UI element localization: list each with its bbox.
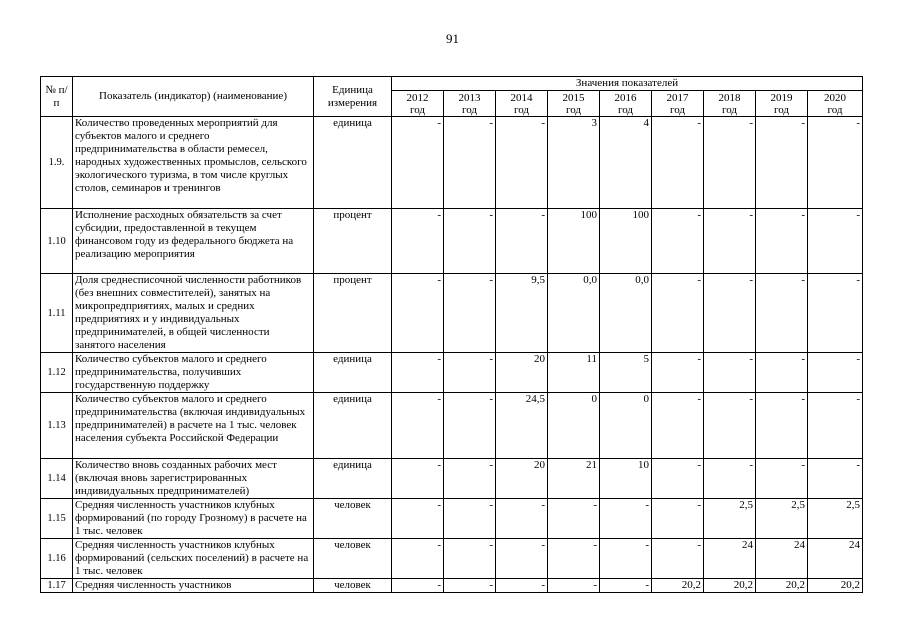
year-suffix: год: [773, 103, 790, 116]
header-year-2017: [652, 91, 704, 117]
row-number: 1.15: [41, 499, 73, 539]
value-cell-2014: -: [496, 117, 548, 209]
value-cell-2016: -: [600, 539, 652, 579]
table-row: [41, 459, 863, 499]
value-cell-2015: 100: [548, 209, 600, 274]
unit-of-measure: человек: [314, 499, 392, 539]
year-label: 2018: [718, 91, 741, 104]
year-label: 2017: [666, 91, 689, 104]
value-cell-2014: -: [496, 499, 548, 539]
unit-of-measure: человек: [314, 579, 392, 593]
value-cell-2015: 11: [548, 353, 600, 393]
value-cell-2013: -: [444, 499, 496, 539]
unit-of-measure: единица: [314, 117, 392, 209]
unit-of-measure: процент: [314, 209, 392, 274]
indicators-table: [40, 76, 863, 593]
year-label: 2013: [458, 91, 481, 104]
header-year-2014: [496, 91, 548, 117]
value-cell-2012: -: [392, 117, 444, 209]
value-cell-2012: -: [392, 353, 444, 393]
value-cell-2017: -: [652, 209, 704, 274]
header-year-2015: [548, 91, 600, 117]
value-cell-2014: 20: [496, 459, 548, 499]
header-year-2018: [704, 91, 756, 117]
value-cell-2015: -: [548, 539, 600, 579]
indicator-name: Исполнение расходных обязательств за счет субсидии, предоставленной в текущем финансовом году из федерального бюджета на реализацию мероприятия: [73, 209, 314, 274]
row-number: 1.17: [41, 579, 73, 593]
indicator-name: Средняя численность участников клубных формирований (сельских поселений) в расчете на 1 тыс. человек: [73, 539, 314, 579]
value-cell-2020: -: [808, 274, 863, 353]
value-cell-2014: 24,5: [496, 393, 548, 459]
unit-of-measure: единица: [314, 459, 392, 499]
value-cell-2014: -: [496, 539, 548, 579]
table-body: [41, 117, 863, 593]
value-cell-2019: -: [756, 459, 808, 499]
value-cell-2017: -: [652, 117, 704, 209]
header-unit: Единица измерения: [314, 77, 392, 117]
value-cell-2018: -: [704, 117, 756, 209]
value-cell-2012: -: [392, 209, 444, 274]
row-number: 1.10: [41, 209, 73, 274]
value-cell-2015: -: [548, 499, 600, 539]
value-cell-2018: 2,5: [704, 499, 756, 539]
header-year-2013: [444, 91, 496, 117]
table-row: [41, 539, 863, 579]
unit-of-measure: единица: [314, 353, 392, 393]
value-cell-2013: -: [444, 539, 496, 579]
table-row: [41, 117, 863, 209]
value-cell-2020: -: [808, 209, 863, 274]
indicator-name: Количество субъектов малого и среднего предпринимательства, получивших государственную поддержку: [73, 353, 314, 393]
value-cell-2016: 5: [600, 353, 652, 393]
year-suffix: год: [461, 103, 478, 116]
value-cell-2015: 0,0: [548, 274, 600, 353]
table-row: [41, 499, 863, 539]
year-suffix: год: [513, 103, 530, 116]
value-cell-2019: 24: [756, 539, 808, 579]
row-number: 1.14: [41, 459, 73, 499]
year-suffix: год: [617, 103, 634, 116]
indicator-name: Средняя численность участников клубных формирований (по городу Грозному) в расчете на 1 тыс. человек: [73, 499, 314, 539]
indicator-name: Количество проведенных мероприятий для субъектов малого и среднего предпринимательства в области ремесел, народных художественных промыслов, сельского экологического туризма, в том числе круглых столов, семинаров и тренингов: [73, 117, 314, 209]
value-cell-2019: -: [756, 274, 808, 353]
value-cell-2016: -: [600, 499, 652, 539]
value-cell-2014: -: [496, 209, 548, 274]
value-cell-2015: -: [548, 579, 600, 593]
row-number: 1.11: [41, 274, 73, 353]
unit-of-measure: процент: [314, 274, 392, 353]
value-cell-2017: -: [652, 274, 704, 353]
value-cell-2019: -: [756, 209, 808, 274]
table-header: [41, 77, 863, 117]
value-cell-2020: 2,5: [808, 499, 863, 539]
row-number: 1.9.: [41, 117, 73, 209]
value-cell-2016: 0,0: [600, 274, 652, 353]
value-cell-2016: 0: [600, 393, 652, 459]
value-cell-2018: -: [704, 393, 756, 459]
value-cell-2012: -: [392, 499, 444, 539]
value-cell-2018: 24: [704, 539, 756, 579]
value-cell-2019: -: [756, 393, 808, 459]
row-number: 1.13: [41, 393, 73, 459]
indicator-name: Количество субъектов малого и среднего предпринимательства (включая индивидуальных предпринимателей) в расчете на 1 тыс. человек населения субъекта Российской Федерации: [73, 393, 314, 459]
year-suffix: год: [721, 103, 738, 116]
header-year-2012: [392, 91, 444, 117]
value-cell-2020: 20,2: [808, 579, 863, 593]
value-cell-2017: 20,2: [652, 579, 704, 593]
value-cell-2013: -: [444, 117, 496, 209]
table-row: [41, 209, 863, 274]
value-cell-2013: -: [444, 579, 496, 593]
value-cell-2017: -: [652, 353, 704, 393]
value-cell-2012: -: [392, 393, 444, 459]
value-cell-2013: -: [444, 209, 496, 274]
value-cell-2013: -: [444, 274, 496, 353]
value-cell-2012: -: [392, 459, 444, 499]
year-label: 2020: [824, 91, 847, 104]
value-cell-2018: -: [704, 459, 756, 499]
value-cell-2018: 20,2: [704, 579, 756, 593]
value-cell-2013: -: [444, 353, 496, 393]
value-cell-2017: -: [652, 499, 704, 539]
value-cell-2017: -: [652, 459, 704, 499]
year-suffix: год: [669, 103, 686, 116]
table-row: [41, 353, 863, 393]
year-label: 2015: [562, 91, 585, 104]
value-cell-2015: 3: [548, 117, 600, 209]
value-cell-2019: -: [756, 117, 808, 209]
indicator-name: Доля среднесписочной численности работников (без внешних совместителей), занятых на микропредприятиях, малых и средних предприятиях и у индивидуальных предпринимателей, в общей численности занятого населения: [73, 274, 314, 353]
value-cell-2020: -: [808, 353, 863, 393]
value-cell-2016: -: [600, 579, 652, 593]
indicator-name: Количество вновь созданных рабочих мест (включая вновь зарегистрированных индивидуальных предпринимателей): [73, 459, 314, 499]
header-indicator: Показатель (индикатор) (наименование): [73, 77, 314, 117]
header-values-group: Значения показателей: [392, 77, 863, 91]
value-cell-2014: -: [496, 579, 548, 593]
value-cell-2016: 4: [600, 117, 652, 209]
table-row: [41, 393, 863, 459]
value-cell-2018: -: [704, 274, 756, 353]
value-cell-2020: -: [808, 459, 863, 499]
value-cell-2018: -: [704, 353, 756, 393]
value-cell-2017: -: [652, 393, 704, 459]
value-cell-2012: -: [392, 274, 444, 353]
header-year-2016: [600, 91, 652, 117]
header-year-2020: [808, 91, 863, 117]
value-cell-2018: -: [704, 209, 756, 274]
page-number: 91: [446, 31, 459, 46]
header-num: № п/п: [41, 77, 73, 117]
value-cell-2016: 10: [600, 459, 652, 499]
value-cell-2012: -: [392, 579, 444, 593]
year-suffix: год: [827, 103, 843, 116]
value-cell-2019: -: [756, 353, 808, 393]
value-cell-2015: 21: [548, 459, 600, 499]
value-cell-2014: 9,5: [496, 274, 548, 353]
value-cell-2020: 24: [808, 539, 863, 579]
value-cell-2013: -: [444, 393, 496, 459]
value-cell-2015: 0: [548, 393, 600, 459]
year-suffix: год: [565, 103, 582, 116]
table-row: [41, 579, 863, 593]
value-cell-2019: 2,5: [756, 499, 808, 539]
row-number: 1.12: [41, 353, 73, 393]
year-label: 2012: [406, 91, 429, 104]
unit-of-measure: человек: [314, 539, 392, 579]
year-label: 2014: [510, 91, 533, 104]
year-suffix: год: [409, 103, 426, 116]
year-label: 2016: [614, 91, 637, 104]
unit-of-measure: единица: [314, 393, 392, 459]
value-cell-2020: -: [808, 117, 863, 209]
value-cell-2012: -: [392, 539, 444, 579]
value-cell-2020: -: [808, 393, 863, 459]
row-number: 1.16: [41, 539, 73, 579]
value-cell-2013: -: [444, 459, 496, 499]
indicator-name: Средняя численность участников: [73, 579, 314, 593]
value-cell-2019: 20,2: [756, 579, 808, 593]
value-cell-2017: -: [652, 539, 704, 579]
value-cell-2016: 100: [600, 209, 652, 274]
value-cell-2014: 20: [496, 353, 548, 393]
year-label: 2019: [770, 91, 793, 104]
header-year-2019: [756, 91, 808, 117]
table-row: [41, 274, 863, 353]
